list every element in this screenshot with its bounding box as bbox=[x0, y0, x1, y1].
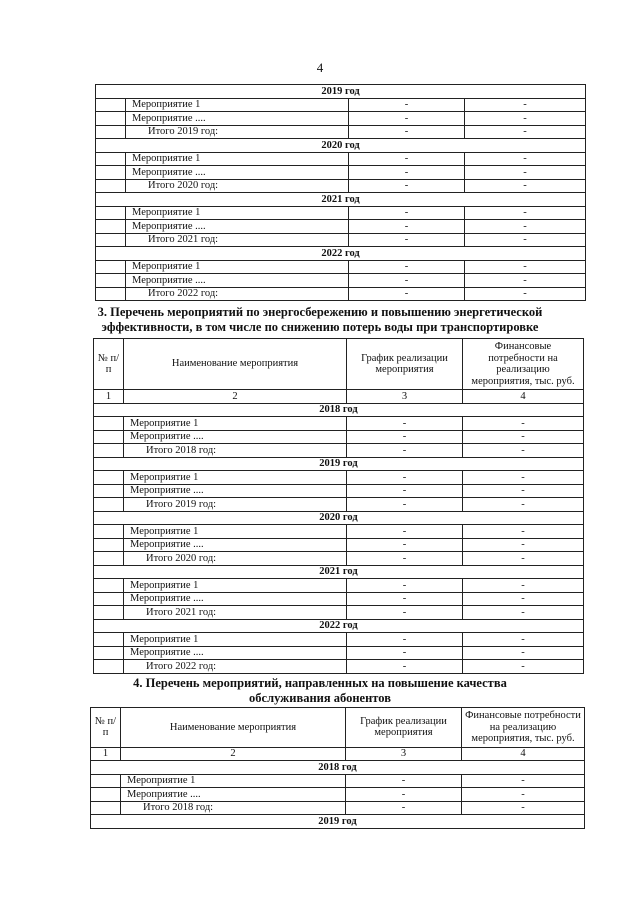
schedule-cell: - bbox=[349, 166, 465, 180]
year-label: 2020 год bbox=[96, 139, 586, 153]
table-row bbox=[96, 274, 586, 288]
finance-cell: - bbox=[463, 606, 584, 620]
measure-name: Мероприятие 1 bbox=[124, 525, 347, 539]
table-row bbox=[96, 220, 586, 234]
num-cell bbox=[91, 788, 121, 802]
finance-cell: - bbox=[465, 125, 586, 139]
year-row bbox=[94, 565, 584, 579]
table-row bbox=[94, 417, 584, 431]
finance-cell: - bbox=[463, 538, 584, 552]
table-row bbox=[94, 606, 584, 620]
section3-title bbox=[0, 305, 640, 335]
total-label: Итого 2018 год: bbox=[121, 801, 346, 815]
measure-name: Мероприятие .... bbox=[124, 538, 347, 552]
schedule-cell: - bbox=[349, 274, 465, 288]
num-cell bbox=[94, 592, 124, 606]
year-label: 2021 год bbox=[96, 193, 586, 207]
num-cell bbox=[96, 206, 126, 220]
header-name: Наименование мероприятия bbox=[121, 708, 346, 748]
section4-title bbox=[0, 676, 640, 706]
year-label: 2019 год bbox=[96, 85, 586, 99]
column-number: 3 bbox=[346, 747, 462, 761]
schedule-cell: - bbox=[347, 660, 463, 674]
num-cell bbox=[96, 166, 126, 180]
year-row bbox=[91, 815, 585, 829]
num-cell bbox=[96, 233, 126, 247]
measure-name: Мероприятие .... bbox=[126, 112, 349, 126]
finance-cell: - bbox=[463, 484, 584, 498]
year-label: 2020 год bbox=[94, 511, 584, 525]
finance-cell: - bbox=[465, 152, 586, 166]
num-cell bbox=[96, 152, 126, 166]
column-number: 1 bbox=[91, 747, 121, 761]
schedule-cell: - bbox=[347, 633, 463, 647]
num-cell bbox=[96, 179, 126, 193]
header-finance: Финансовые потребности на реализацию мероприятия, тыс. руб. bbox=[463, 339, 584, 390]
schedule-cell: - bbox=[346, 801, 462, 815]
num-cell bbox=[96, 125, 126, 139]
table-row bbox=[94, 538, 584, 552]
finance-cell: - bbox=[463, 430, 584, 444]
header-name: Наименование мероприятия bbox=[124, 339, 347, 390]
table-row bbox=[94, 579, 584, 593]
schedule-cell: - bbox=[347, 417, 463, 431]
finance-cell: - bbox=[465, 260, 586, 274]
header-row bbox=[91, 708, 585, 748]
num-cell bbox=[94, 484, 124, 498]
table-row bbox=[96, 98, 586, 112]
table-row bbox=[96, 179, 586, 193]
year-label: 2021 год bbox=[94, 565, 584, 579]
year-row bbox=[91, 761, 585, 775]
finance-cell: - bbox=[462, 788, 585, 802]
measure-name: Мероприятие .... bbox=[124, 592, 347, 606]
column-number: 3 bbox=[347, 390, 463, 404]
num-cell bbox=[94, 498, 124, 512]
header-finance: Финансовые потребности на реализацию мероприятия, тыс. руб. bbox=[462, 708, 585, 748]
num-cell bbox=[94, 606, 124, 620]
year-label: 2022 год bbox=[94, 619, 584, 633]
schedule-cell: - bbox=[347, 444, 463, 458]
table-row bbox=[94, 430, 584, 444]
table-row bbox=[96, 206, 586, 220]
finance-cell: - bbox=[462, 801, 585, 815]
num-cell bbox=[91, 801, 121, 815]
num-cell bbox=[94, 633, 124, 647]
finance-cell: - bbox=[463, 444, 584, 458]
measure-name: Мероприятие .... bbox=[126, 166, 349, 180]
finance-cell: - bbox=[463, 646, 584, 660]
header-schedule: График реализации мероприятия bbox=[346, 708, 462, 748]
measure-name: Мероприятие 1 bbox=[126, 98, 349, 112]
table-row bbox=[94, 444, 584, 458]
finance-cell: - bbox=[465, 287, 586, 301]
table-section3 bbox=[93, 338, 584, 674]
schedule-cell: - bbox=[349, 220, 465, 234]
schedule-cell: - bbox=[349, 287, 465, 301]
header-num: № п/п bbox=[94, 339, 124, 390]
finance-cell: - bbox=[465, 98, 586, 112]
column-number: 2 bbox=[121, 747, 346, 761]
measure-name: Мероприятие 1 bbox=[121, 774, 346, 788]
schedule-cell: - bbox=[349, 125, 465, 139]
finance-cell: - bbox=[463, 633, 584, 647]
table-row bbox=[96, 233, 586, 247]
measure-name: Мероприятие 1 bbox=[124, 633, 347, 647]
header-row bbox=[94, 339, 584, 390]
num-cell bbox=[96, 287, 126, 301]
num-cell bbox=[96, 274, 126, 288]
year-label: 2019 год bbox=[91, 815, 585, 829]
column-number: 2 bbox=[124, 390, 347, 404]
measure-name: Мероприятие 1 bbox=[126, 206, 349, 220]
finance-cell: - bbox=[465, 206, 586, 220]
year-row bbox=[94, 619, 584, 633]
table-section4 bbox=[90, 707, 585, 829]
total-label: Итого 2020 год: bbox=[124, 552, 347, 566]
section4-title-line2: обслуживания абонентов bbox=[249, 691, 391, 705]
schedule-cell: - bbox=[349, 98, 465, 112]
column-number: 4 bbox=[462, 747, 585, 761]
year-row bbox=[94, 457, 584, 471]
year-label: 2018 год bbox=[91, 761, 585, 775]
year-row bbox=[96, 139, 586, 153]
schedule-cell: - bbox=[347, 498, 463, 512]
header-num: № п/п bbox=[91, 708, 121, 748]
table-row bbox=[96, 166, 586, 180]
table-row bbox=[94, 484, 584, 498]
num-cell bbox=[94, 660, 124, 674]
num-cell bbox=[94, 444, 124, 458]
finance-cell: - bbox=[463, 660, 584, 674]
num-cell bbox=[96, 220, 126, 234]
total-label: Итого 2019 год: bbox=[124, 498, 347, 512]
schedule-cell: - bbox=[347, 646, 463, 660]
table-row bbox=[94, 660, 584, 674]
schedule-cell: - bbox=[347, 579, 463, 593]
total-label: Итого 2019 год: bbox=[126, 125, 349, 139]
section4-title-line1: 4. Перечень мероприятий, направленных на повышение качества bbox=[133, 676, 507, 690]
schedule-cell: - bbox=[347, 606, 463, 620]
total-label: Итого 2022 год: bbox=[124, 660, 347, 674]
total-label: Итого 2018 год: bbox=[124, 444, 347, 458]
num-cell bbox=[94, 552, 124, 566]
measure-name: Мероприятие 1 bbox=[126, 260, 349, 274]
total-label: Итого 2022 год: bbox=[126, 287, 349, 301]
year-label: 2022 год bbox=[96, 247, 586, 261]
page-number: 4 bbox=[316, 60, 324, 75]
num-cell bbox=[94, 646, 124, 660]
section3-title-line1: 3. Перечень мероприятий по энергосбережению и повышению энергетической bbox=[97, 305, 543, 319]
section3-title-line2: эффективности, в том числе по снижению потерь воды при транспортировке bbox=[101, 320, 539, 334]
measure-name: Мероприятие 1 bbox=[124, 417, 347, 431]
table-row bbox=[94, 525, 584, 539]
year-row bbox=[94, 403, 584, 417]
column-numbers-row bbox=[91, 747, 585, 761]
year-label: 2018 год bbox=[94, 403, 584, 417]
schedule-cell: - bbox=[349, 233, 465, 247]
year-row bbox=[94, 511, 584, 525]
total-label: Итого 2020 год: bbox=[126, 179, 349, 193]
table-row bbox=[96, 125, 586, 139]
total-label: Итого 2021 год: bbox=[124, 606, 347, 620]
finance-cell: - bbox=[463, 498, 584, 512]
table-row bbox=[91, 774, 585, 788]
year-row bbox=[96, 85, 586, 99]
num-cell bbox=[94, 471, 124, 485]
table-row bbox=[94, 592, 584, 606]
year-label: 2019 год bbox=[94, 457, 584, 471]
num-cell bbox=[94, 538, 124, 552]
header-schedule: График реализации мероприятия bbox=[347, 339, 463, 390]
num-cell bbox=[94, 525, 124, 539]
finance-cell: - bbox=[463, 471, 584, 485]
column-numbers-row bbox=[94, 390, 584, 404]
num-cell bbox=[91, 774, 121, 788]
schedule-cell: - bbox=[349, 179, 465, 193]
table-row bbox=[96, 152, 586, 166]
measure-name: Мероприятие .... bbox=[124, 484, 347, 498]
schedule-cell: - bbox=[346, 788, 462, 802]
table-row bbox=[94, 471, 584, 485]
finance-cell: - bbox=[465, 274, 586, 288]
table-row bbox=[91, 801, 585, 815]
num-cell bbox=[96, 98, 126, 112]
measure-name: Мероприятие .... bbox=[124, 646, 347, 660]
table-row bbox=[96, 112, 586, 126]
year-row bbox=[96, 247, 586, 261]
table-row bbox=[94, 633, 584, 647]
total-label: Итого 2021 год: bbox=[126, 233, 349, 247]
num-cell bbox=[94, 430, 124, 444]
schedule-cell: - bbox=[349, 152, 465, 166]
schedule-cell: - bbox=[347, 552, 463, 566]
finance-cell: - bbox=[463, 552, 584, 566]
num-cell bbox=[94, 417, 124, 431]
column-number: 1 bbox=[94, 390, 124, 404]
num-cell bbox=[96, 112, 126, 126]
finance-cell: - bbox=[463, 592, 584, 606]
schedule-cell: - bbox=[347, 471, 463, 485]
measure-name: Мероприятие .... bbox=[126, 220, 349, 234]
schedule-cell: - bbox=[349, 206, 465, 220]
schedule-cell: - bbox=[349, 112, 465, 126]
schedule-cell: - bbox=[347, 525, 463, 539]
table-row bbox=[91, 788, 585, 802]
finance-cell: - bbox=[465, 220, 586, 234]
table-row bbox=[94, 552, 584, 566]
schedule-cell: - bbox=[347, 538, 463, 552]
measure-name: Мероприятие .... bbox=[126, 274, 349, 288]
table-row bbox=[94, 498, 584, 512]
year-row bbox=[96, 193, 586, 207]
schedule-cell: - bbox=[347, 484, 463, 498]
measure-name: Мероприятие .... bbox=[121, 788, 346, 802]
table-row bbox=[96, 260, 586, 274]
finance-cell: - bbox=[463, 417, 584, 431]
finance-cell: - bbox=[465, 179, 586, 193]
finance-cell: - bbox=[463, 525, 584, 539]
finance-cell: - bbox=[465, 112, 586, 126]
measure-name: Мероприятие .... bbox=[124, 430, 347, 444]
finance-cell: - bbox=[465, 166, 586, 180]
finance-cell: - bbox=[462, 774, 585, 788]
table-continuation bbox=[95, 84, 586, 301]
column-number: 4 bbox=[463, 390, 584, 404]
finance-cell: - bbox=[463, 579, 584, 593]
schedule-cell: - bbox=[347, 430, 463, 444]
finance-cell: - bbox=[465, 233, 586, 247]
schedule-cell: - bbox=[349, 260, 465, 274]
measure-name: Мероприятие 1 bbox=[126, 152, 349, 166]
measure-name: Мероприятие 1 bbox=[124, 471, 347, 485]
table-row bbox=[96, 287, 586, 301]
measure-name: Мероприятие 1 bbox=[124, 579, 347, 593]
schedule-cell: - bbox=[346, 774, 462, 788]
table-row bbox=[94, 646, 584, 660]
schedule-cell: - bbox=[347, 592, 463, 606]
num-cell bbox=[94, 579, 124, 593]
num-cell bbox=[96, 260, 126, 274]
